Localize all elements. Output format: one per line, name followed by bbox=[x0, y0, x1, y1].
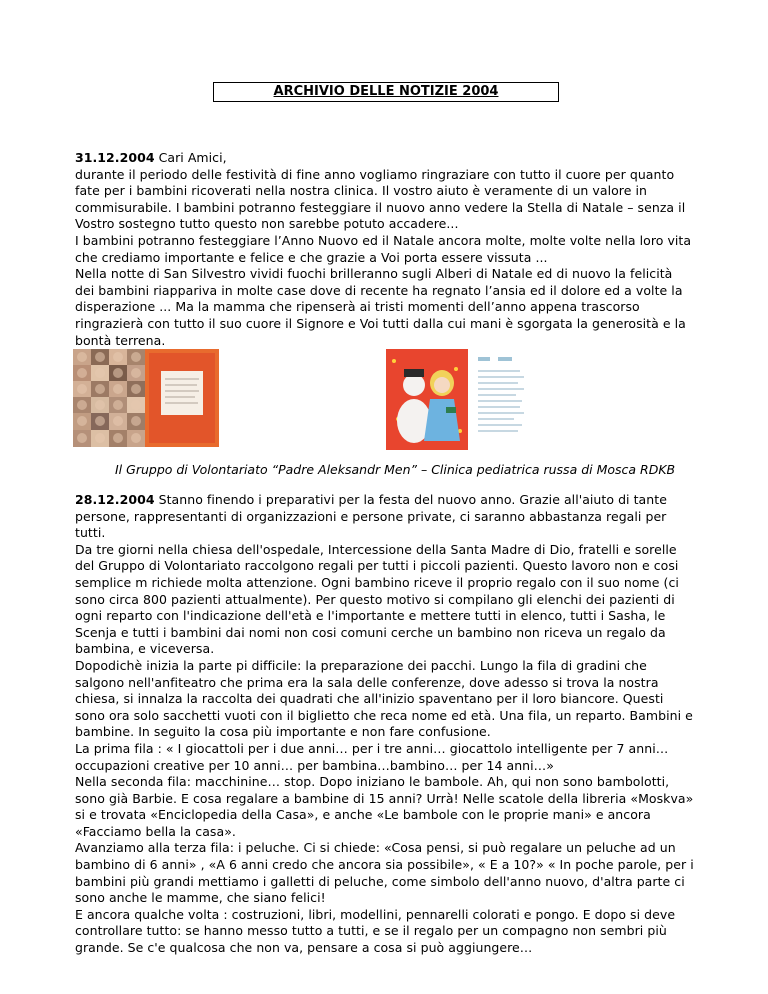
entry-paragraph: Stanno finendo i preparativi per la festa del nuovo anno. Grazie all'aiuto di tante persone, rappresentanti di organizzazioni e persone private, ci saranno abbastanza regali per tutti. bbox=[75, 492, 667, 541]
entry-paragraph: E ancora qualche volta : costruzioni, libri, modellini, pennarelli colorati e pongo. E dopo si deve controllare tutto: se hanno messo tutto a tutti, e se il regalo per un compagno non sembri più grande. Se c'e qualcosa che non va, pensare a cosa si può aggiungere… bbox=[75, 906, 676, 956]
page-title: ARCHIVIO DELLE NOTIZIE 2004 bbox=[213, 82, 559, 102]
entry-paragraph: I bambini potranno festeggiare l’Anno Nuovo ed il Natale ancora molte, molte volte nella loro vita che crediamo importante e felice e che grazie a Voi porta essere vissuta ... bbox=[75, 232, 692, 265]
photo-caption: Il Gruppo di Volontariato “Padre Aleksandr Men” – Clinica pediatrica russa di Mosca RDKB bbox=[115, 462, 676, 477]
entry-date: 31.12.2004 bbox=[75, 150, 155, 165]
entry-paragraph: Dopodichè inizia la parte pi difficile: la preparazione dei pacchi. Lungo la fila di gradini che salgono nell'anfiteatro che prima era la sala delle conferenze, dove adesso si trova la nostra chiesa, si innalza la raccolta dei quadrati che all'inizio spaventano per il loro biancore. Questi sono ora solo sacchetti vuoti con il biglietto che reca nome ed età. Una fila, un reparto. Bambini e bambine. In seguito la cosa più importante e non fare confusione. bbox=[75, 657, 693, 740]
entry-paragraph: La prima fila : « I giocattoli per i due anni… per i tre anni… giocattolo intelligente per 7 anni… occupazioni creative per 10 anni… per bambina…bambino… per 14 anni…» bbox=[75, 740, 669, 773]
entry-paragraph: Da tre giorni nella chiesa dell'ospedale, Intercessione della Santa Madre di Dio, fratelli e sorelle del Gruppo di Volontariato raccolgono regali per tutti i piccoli pazienti. Questo lavoro non e cosi semplice m richiede molta attenzione. Ogni bambino riceve il proprio regalo con il suo nome (ci sono circa 800 pazienti attualmente). Per questo motivo si compilano gli elenchi dei pazienti di ogni reparto con l'indicazione dell'età e l'importante e mettere tutti in elenco, tutti i Sasha, le Scenja e tutti i bambini dai nomi non cosi comuni cerche un bambino non riceva un regalo da bambina, e viceversa. bbox=[75, 541, 679, 657]
news-entry-2 bbox=[75, 492, 695, 957]
entry-paragraph: durante il periodo delle festività di fine anno vogliamo ringraziare con tutto il cuore per quanto fate per i bambini ricoverati nella nostra clinica. Il vostro aiuto è veramente di un valore in commisurabile. I bambini potranno festeggiare il nuovo anno vedere la Stella di Natale – senza il Vostro sostegno tutto questo non sarebbe potuto accadere... bbox=[75, 166, 686, 232]
entry-greeting: Cari Amici, bbox=[158, 150, 227, 165]
children-collage-photo bbox=[73, 349, 219, 447]
news-entry-1 bbox=[75, 150, 695, 349]
christmas-drawing-photo bbox=[386, 349, 531, 450]
entry-paragraph: Avanziamo alla terza fila: i peluche. Ci si chiede: «Cosa pensi, si può regalare un peluche ad un bambino di 6 anni» , «A 6 anni credo che ancora sia possibile», « E a 10?» « In poche parole, per i bambini più grandi mettiamo i galletti di peluche, come simbolo dell'anno nuovo, d'altra parte ci sono anche le mamme, che siano felici! bbox=[75, 840, 694, 906]
entry-paragraph: Nella seconda fila: macchinine… stop. Dopo iniziano le bambole. Ah, qui non sono bambolotti, sono già Barbie. E cosa regalare a bambine di 15 anni? Urrà! Nelle scatole della libreria «Moskva» si e trovata «Enciclopedia della Casa», e anche «Le bambole con le proprie mani» e ancora «Facciamo bella la casa». bbox=[75, 774, 694, 839]
entry-paragraph: Nella notte di San Silvestro vividi fuochi brilleranno sugli Alberi di Natale ed di nuovo la felicità dei bambini riappariva in molte case dove di recente ha regnato l’ansia ed il dolore ed a volte la disperazione ... Ma la mamma che ripenserà ai tristi momenti dell’anno appena trascorso ringrazierà con tutto il suo cuore il Signore e Voi tutti dalla cui mani è sgorgata la generosità e la bontà terrena. bbox=[75, 266, 686, 348]
entry-date: 28.12.2004 bbox=[75, 492, 155, 507]
